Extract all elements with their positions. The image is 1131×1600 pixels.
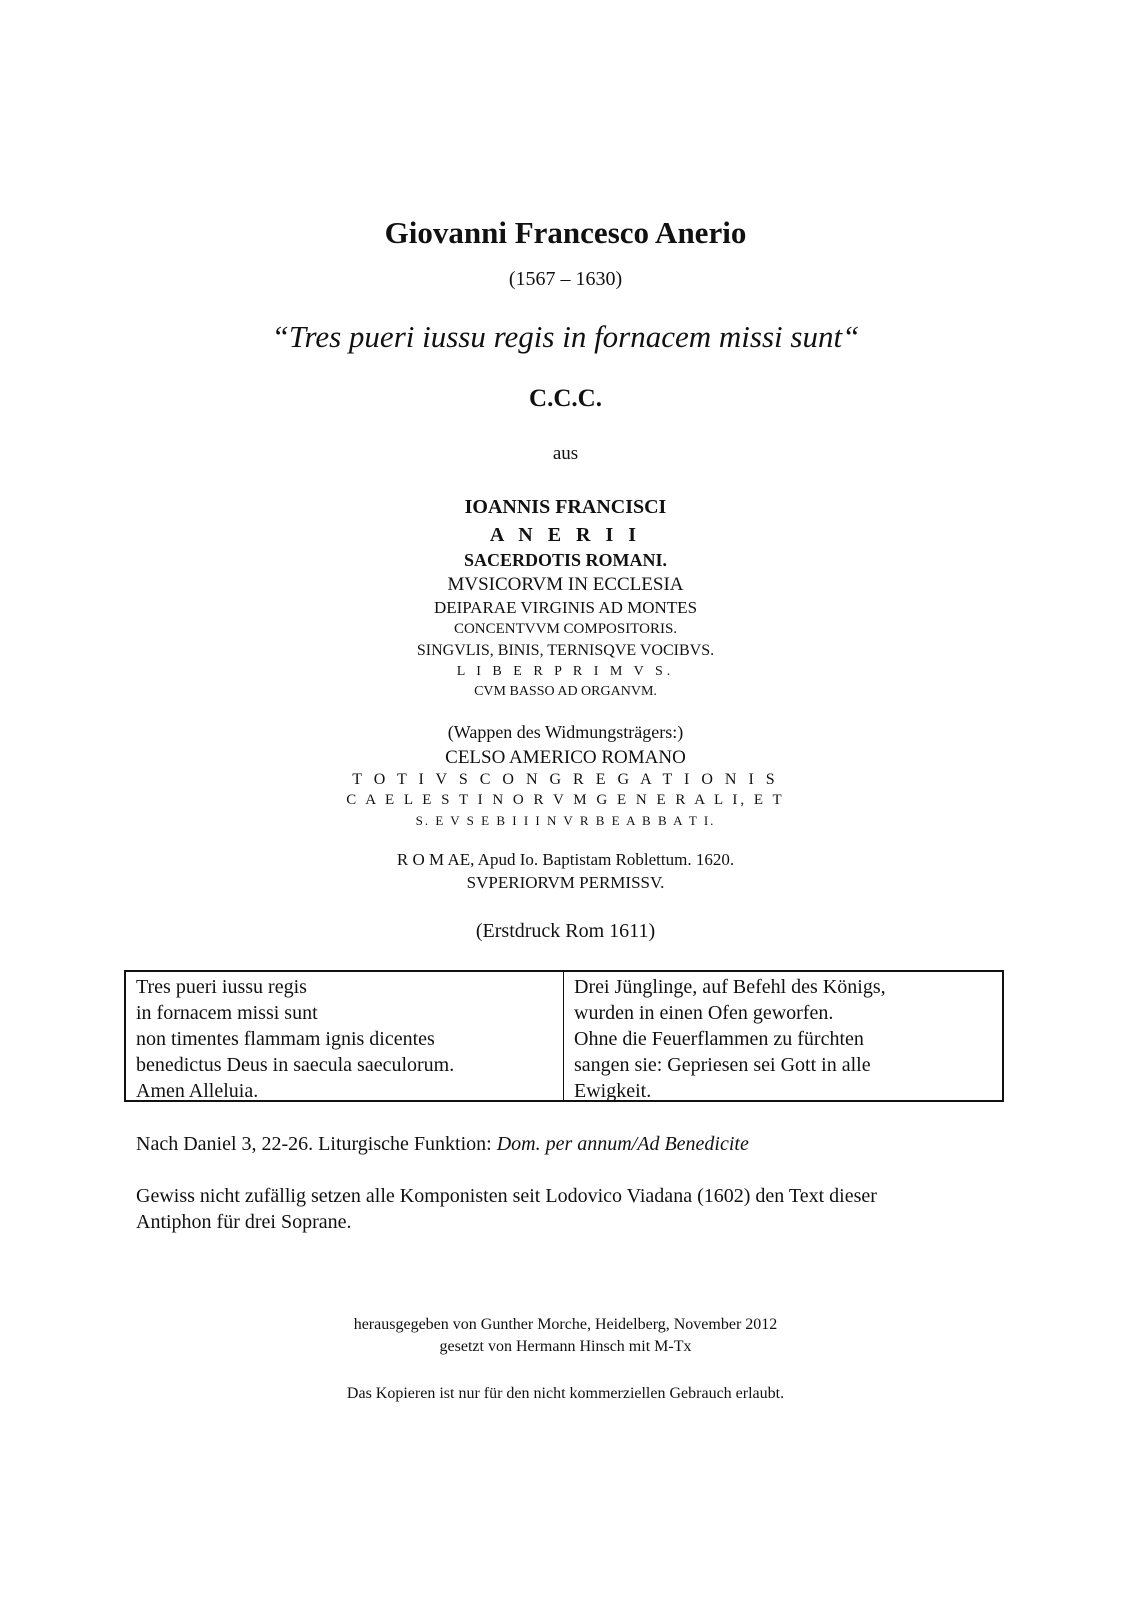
german-line: sangen sie: Gepriesen sei Gott in alle (574, 1054, 871, 1076)
title-page-line: A N E R I I (489, 524, 642, 546)
german-translation-column (564, 972, 1002, 1100)
source-label: aus (552, 443, 579, 464)
liturgical-note-prefix: Nach Daniel 3, 22-26. Liturgische Funktion: (136, 1133, 497, 1155)
title-page-line: C A E L E S T I N O R V M G E N E R A L I, E T (346, 792, 785, 808)
title-page-line: T O T I V S C O N G R E G A T I O N I S (352, 771, 779, 788)
title-page-line: MVSICORVM IN ECCLESIA (447, 574, 684, 595)
composer-dates: (1567 – 1630) (508, 268, 623, 290)
copy-notice: Das Kopieren ist nur für den nicht kommerziellen Gebrauch erlaubt. (346, 1385, 785, 1402)
work-title: “Tres pueri iussu regis in fornacem missi sunt“ (271, 319, 860, 354)
title-page-line: IOANNIS FRANCISCI (464, 496, 667, 518)
title-page-line: SVPERIORVM PERMISSV. (466, 873, 665, 892)
title-page-line: (Wappen des Widmungsträgers:) (447, 722, 684, 742)
composer-name: Giovanni Francesco Anerio (384, 215, 747, 250)
german-line: Drei Jünglinge, auf Befehl des Königs, (574, 976, 886, 998)
voicing: C.C.C. (529, 385, 602, 412)
latin-text-column (126, 972, 564, 1100)
title-page-line: DEIPARAE VIRGINIS AD MONTES (433, 598, 698, 617)
german-line: wurden in einen Ofen geworfen. (574, 1002, 834, 1024)
first-print-note: (Erstdruck Rom 1611) (475, 920, 656, 942)
latin-line: in fornacem missi sunt (136, 1002, 318, 1024)
title-page-line: CVM BASSO AD ORGANVM. (474, 684, 657, 699)
liturgical-note (136, 1131, 749, 1157)
title-page-line: CELSO AMERICO ROMANO (445, 747, 686, 768)
latin-line: benedictus Deus in saecula saeculorum. (136, 1054, 455, 1076)
commentary-line: Gewiss nicht zufällig setzen alle Komponisten seit Lodovico Viadana (1602) den Text dieser (136, 1185, 877, 1207)
latin-line: Tres pueri iussu regis (136, 976, 307, 998)
title-page-line: SACERDOTIS ROMANI. (463, 550, 668, 570)
commentary-paragraph (136, 1183, 877, 1235)
german-line: Ewigkeit. (574, 1080, 652, 1102)
editor-credit: herausgegeben von Gunther Morche, Heidelberg, November 2012 (353, 1316, 778, 1333)
lyrics-table (124, 970, 1004, 1102)
typesetter-credit: gesetzt von Hermann Hinsch mit M-Tx (439, 1338, 692, 1355)
title-page-line: R O M AE, Apud Io. Baptistam Roblettum. 1620. (396, 850, 735, 869)
liturgical-function: Dom. per annum/Ad Benedicite (496, 1133, 749, 1155)
title-page-line: CONCENTVVM COMPOSITORIS. (453, 621, 678, 637)
title-page-line: L I B E R P R I M V S. (456, 664, 675, 679)
german-line: Ohne die Feuerflammen zu fürchten (574, 1028, 864, 1050)
title-page-line: S. E V S E B I I I N V R B E A B B A T I. (415, 813, 716, 828)
latin-line: non timentes flammam ignis dicentes (136, 1028, 435, 1050)
latin-line: Amen Alleluia. (136, 1080, 259, 1102)
commentary-line: Antiphon für drei Soprane. (136, 1211, 352, 1233)
title-page-line: SINGVLIS, BINIS, TERNISQVE VOCIBVS. (416, 642, 715, 659)
